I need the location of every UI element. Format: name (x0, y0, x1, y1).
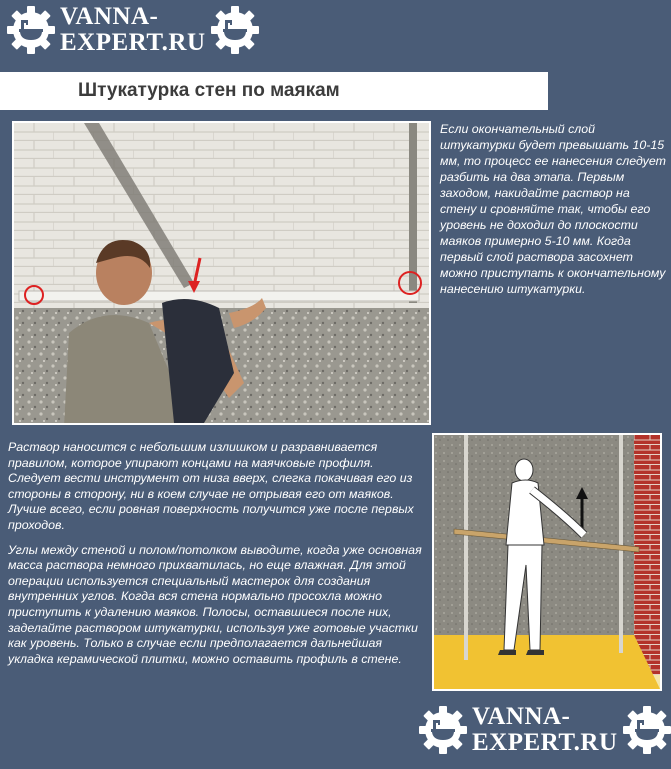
brand-line-2: EXPERT.RU (472, 729, 618, 756)
bathtub-gear-icon (210, 5, 260, 55)
bathtub-gear-icon (622, 705, 671, 755)
paragraph-left-block (8, 440, 428, 676)
paragraph-left-2: Углы между стеной и полом/потолком выводите, когда уже основная масса раствора немного прихватилась, но еще влажная. Для этой операции используется специальный мастерок для создания внутренних углов. Когда вся стена нормально просохла можно приступить к удалению маяков. Полосы, оставшиеся после них, заделайте раствором штукатурки, используя уже готовые участки как уровень. Только в случае если предполагается дальнейшая укладка керамической плитки, можно оставить профиль в стене. (8, 542, 422, 666)
title-bar (0, 72, 548, 110)
logo-bottom[interactable] (418, 704, 671, 756)
logo-top[interactable] (6, 4, 260, 56)
paragraph-left-1: Раствор наносится с небольшим излишком и разравнивается правилом, которое упирают концами на маячковые профиля. Следует вести инструмент от низа вверх, слегка покачивая его из стороны в сторону, ни в коем случае не отрывая его от маяков. Лучше всего, если ровная поверхность получится уже после первых проходов. (8, 440, 414, 532)
plastering-illustration-image (434, 435, 660, 689)
brand-line-1: VANNA- (60, 3, 159, 30)
page-title: Штукатурка стен по маякам (78, 80, 340, 101)
bathtub-gear-icon (418, 705, 468, 755)
worker-photo-image (14, 123, 431, 425)
brand-name (60, 4, 206, 56)
brand-line-2: EXPERT.RU (60, 29, 206, 56)
worker-photo (12, 121, 431, 425)
paragraph-right: Если окончательный слой штукатурки будет превышать 10-15 мм, то процесс ее нанесения следует разбить на два этапа. Первым заходом, накидайте раствор на стену и сровняйте так, чтобы его уровень не доходил до плоскости маяков примерно 5-10 мм. Когда первый слой раствора засохнет можно приступать к окончательному нанесению штукатурки. (440, 122, 666, 296)
brand-line-1: VANNA- (472, 703, 571, 730)
plastering-illustration (432, 433, 662, 691)
bathtub-gear-icon (6, 5, 56, 55)
brand-name (472, 704, 618, 756)
